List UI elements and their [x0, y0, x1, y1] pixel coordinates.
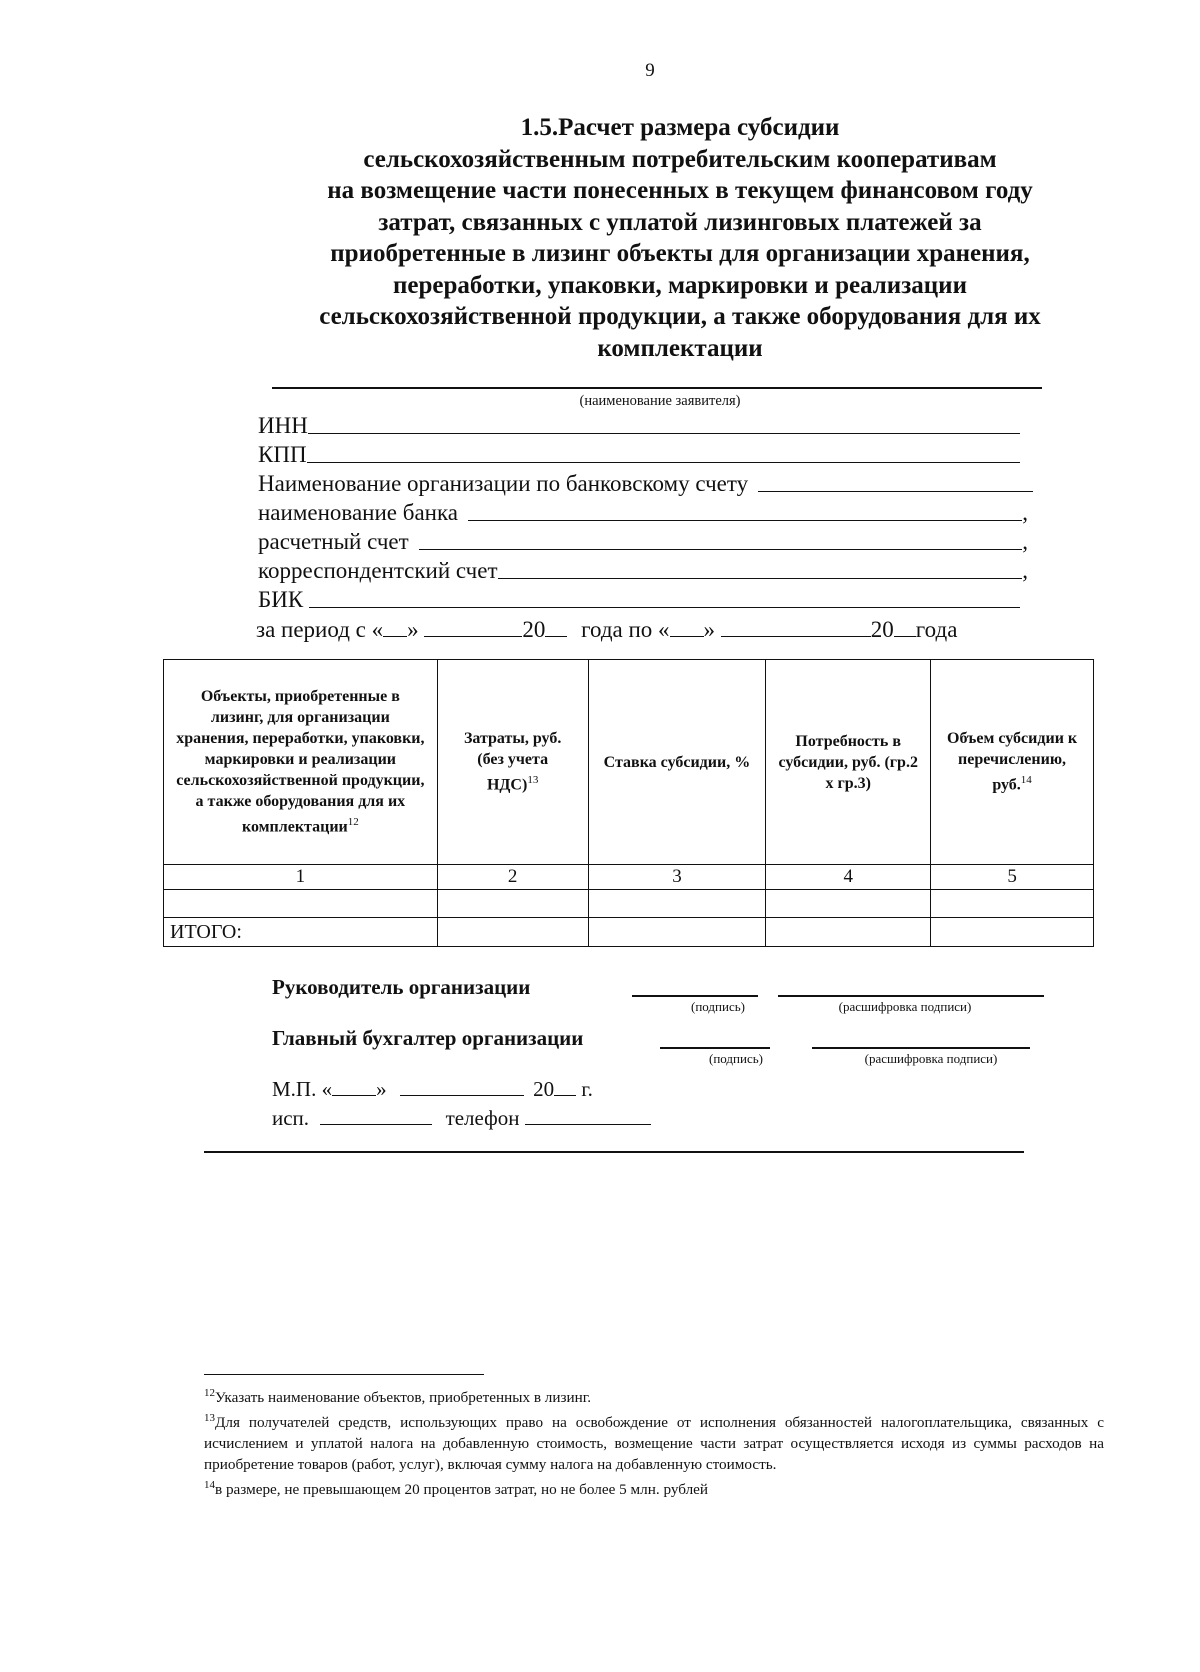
- head-sign-caption: (подпись): [691, 999, 745, 1014]
- bik-blank[interactable]: [309, 606, 1020, 608]
- phone-label: телефон: [445, 1106, 520, 1130]
- comma: ,: [1022, 558, 1028, 583]
- head-signature-line[interactable]: [632, 995, 758, 997]
- table-cell[interactable]: [766, 890, 931, 918]
- org-name-field[interactable]: [258, 471, 1033, 497]
- inn-label: ИНН: [258, 413, 308, 438]
- account-label: расчетный счет: [258, 529, 409, 554]
- accountant-decode-line[interactable]: [812, 1047, 1030, 1049]
- comma: ,: [1022, 529, 1028, 554]
- table-cell[interactable]: [931, 890, 1094, 918]
- accountant-sign-caption: (подпись): [709, 1051, 763, 1066]
- table-header-row: [164, 660, 1094, 865]
- kpp-blank[interactable]: [307, 461, 1020, 463]
- quote: »: [376, 1077, 387, 1101]
- header-cell: [931, 660, 1094, 865]
- column-number: 1: [164, 865, 438, 890]
- header-cell: [437, 660, 588, 865]
- column-number: 3: [588, 865, 766, 890]
- executor-label: исп.: [272, 1106, 310, 1130]
- stamp-month[interactable]: [400, 1077, 524, 1096]
- year-prefix: 20: [533, 1077, 555, 1101]
- footnotes: [204, 1383, 1104, 1500]
- separator-line: [204, 1151, 1024, 1153]
- column-number-row: [164, 865, 1094, 890]
- header-cell: [164, 660, 438, 865]
- bank-name-blank[interactable]: [468, 519, 1022, 521]
- applicant-name-line[interactable]: [272, 387, 1042, 389]
- year-prefix: 20: [870, 617, 894, 642]
- year-suffix: года: [915, 617, 958, 642]
- title-line: 1.5.Расчет размера субсидии: [520, 114, 840, 141]
- column-number: 2: [437, 865, 588, 890]
- account-blank[interactable]: [419, 548, 1023, 550]
- bank-name-label: наименование банка: [258, 500, 458, 525]
- table-cell[interactable]: [437, 890, 588, 918]
- year-prefix: 20: [522, 617, 546, 642]
- title-line: приобретенные в лизинг объекты для организации хранения,: [330, 240, 1030, 267]
- executor-blank[interactable]: [320, 1106, 432, 1125]
- title-line: сельскохозяйственной продукции, а также оборудования для их: [319, 303, 1041, 330]
- mp-label: М.П. «: [272, 1077, 333, 1101]
- table-cell[interactable]: [588, 918, 766, 947]
- column-number: 5: [931, 865, 1094, 890]
- corr-account-label: корреспондентский счет: [258, 558, 498, 583]
- period-from-label: за период с «: [256, 617, 384, 642]
- footnote-12: [204, 1383, 1104, 1408]
- accountant-signature-line[interactable]: [660, 1047, 770, 1049]
- period-to-month[interactable]: [721, 616, 871, 637]
- period-from-month[interactable]: [424, 616, 522, 637]
- head-decode-line[interactable]: [778, 995, 1044, 997]
- period-to-day[interactable]: [670, 616, 704, 637]
- period-from-day[interactable]: [383, 616, 407, 637]
- quote: »: [703, 617, 716, 642]
- column-number: 4: [766, 865, 931, 890]
- period-to-label: года по «: [581, 617, 670, 642]
- footnote-text: в размере, не превышающем 20 процентов затрат, но не более 5 млн. рублей: [215, 1481, 709, 1499]
- header-costs: Затраты, руб. (без учета НДС): [463, 730, 562, 794]
- footnote-ref: 14: [1020, 774, 1032, 787]
- table-row: [164, 890, 1094, 918]
- footnote-text: Указать наименование объектов, приобретенных в лизинг.: [215, 1389, 592, 1407]
- org-name-blank[interactable]: [758, 490, 1033, 492]
- footnote-text: Для получателей средств, использующих право на освобождение от исполнения обязанностей налогоплательщика, связанных с исчислением и уплатой налога на добавленную стоимость, возмещение части затрат осуществляется исходя из суммы расходов на приобретение товаров (работ, услуг), включая сумму налога на добавленную стоимость.: [204, 1414, 1104, 1474]
- page-number: 9: [645, 60, 655, 81]
- inn-field[interactable]: [258, 413, 1020, 439]
- footnote-num: 13: [204, 1412, 215, 1425]
- footnote-num: 14: [204, 1479, 215, 1492]
- footnote-num: 12: [204, 1387, 215, 1399]
- kpp-label: КПП: [258, 442, 307, 467]
- title-line: на возмещение части понесенных в текущем финансовом году: [327, 177, 1033, 204]
- kpp-field[interactable]: [258, 442, 1020, 468]
- period-line: [256, 616, 1056, 643]
- inn-blank[interactable]: [308, 432, 1020, 434]
- title-line: сельскохозяйственным потребительским кооперативам: [363, 145, 997, 173]
- year-suffix: г.: [581, 1077, 593, 1101]
- bik-field[interactable]: [258, 587, 1020, 613]
- title-line: затрат, связанных с уплатой лизинговых платежей за: [378, 208, 982, 236]
- title-line: комплектации: [597, 334, 763, 362]
- comma: ,: [1022, 500, 1028, 525]
- table-cell[interactable]: [437, 918, 588, 947]
- header-need: Потребность в субсидии, руб. (гр.2 х гр.3): [778, 732, 918, 792]
- corr-account-field[interactable]: [258, 558, 1028, 584]
- quote: »: [407, 617, 419, 642]
- footnote-13: [204, 1408, 1104, 1475]
- account-field[interactable]: [258, 529, 1028, 555]
- table-cell[interactable]: [164, 890, 438, 918]
- footnote-ref: 13: [527, 774, 539, 787]
- head-label: Руководитель организации: [272, 975, 531, 999]
- total-label: ИТОГО:: [164, 918, 438, 947]
- head-decode-caption: (расшифровка подписи): [838, 999, 972, 1014]
- footnote-ref: 12: [347, 816, 359, 829]
- table-cell[interactable]: [588, 890, 766, 918]
- stamp-day[interactable]: [332, 1077, 376, 1096]
- header-objects: Объекты, приобретенные в лизинг, для организации хранения, переработки, упаковки, маркировки и реализации сельскохозяйственной продукции, а также оборудования для их комплектации: [176, 688, 425, 836]
- corr-account-blank[interactable]: [498, 577, 1023, 579]
- header-rate: Ставка субсидии, %: [603, 753, 751, 771]
- bank-name-field[interactable]: [258, 500, 1028, 526]
- table-cell[interactable]: [766, 918, 931, 947]
- header-cell: [588, 660, 766, 865]
- footnote-rule: [204, 1374, 484, 1375]
- stamp-year[interactable]: [554, 1077, 576, 1096]
- accountant-decode-caption: (расшифровка подписи): [864, 1051, 998, 1066]
- footnote-14: [204, 1475, 1104, 1500]
- header-cell: [766, 660, 931, 865]
- accountant-label: Главный бухгалтер организации: [272, 1026, 584, 1050]
- title-line: переработки, упаковки, маркировки и реализации: [393, 271, 967, 299]
- document-title: [250, 112, 1110, 364]
- org-name-label: Наименование организации по банковскому счету: [258, 471, 749, 496]
- executor-line: [272, 1106, 651, 1131]
- header-volume: Объем субсидии к перечислению, руб.: [947, 730, 1078, 794]
- period-from-year[interactable]: [545, 616, 567, 637]
- period-to-year[interactable]: [894, 616, 916, 637]
- table-cell[interactable]: [931, 918, 1094, 947]
- total-row: [164, 918, 1094, 947]
- bik-label: БИК: [258, 587, 304, 612]
- subsidy-table: [163, 659, 1094, 947]
- applicant-caption: (наименование заявителя): [579, 393, 741, 409]
- stamp-date-line: [272, 1077, 593, 1102]
- phone-blank[interactable]: [525, 1106, 651, 1125]
